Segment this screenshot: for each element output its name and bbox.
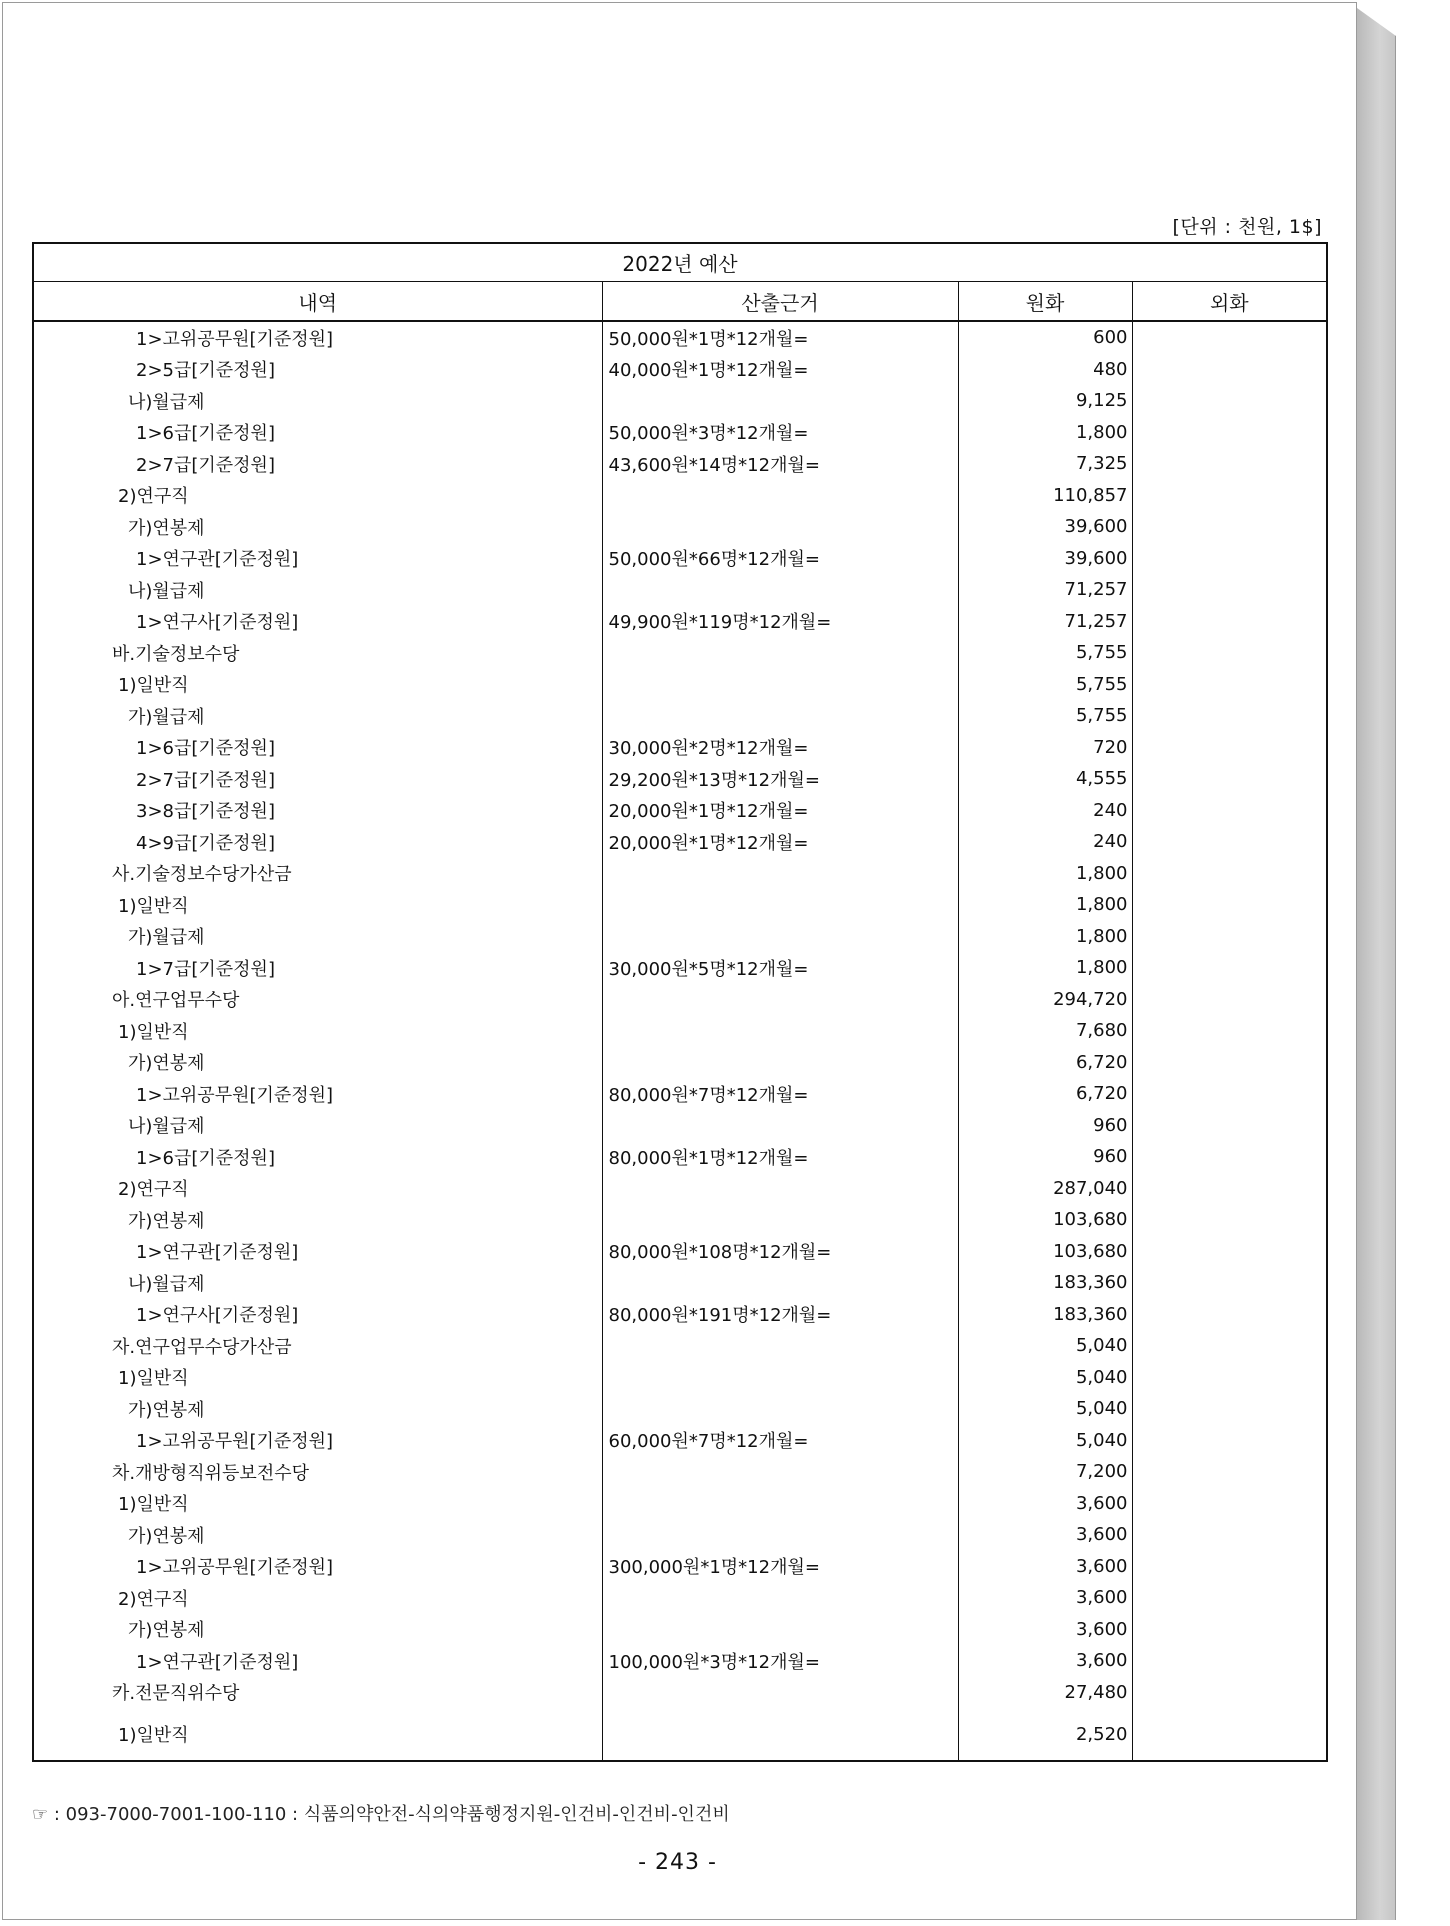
table-row (33, 1362, 1327, 1394)
table-row (33, 984, 1327, 1016)
row-item-label: 1>연구관[기준정원] (136, 1651, 299, 1673)
row-basis: 80,000원*1명*12개월= (602, 1141, 958, 1173)
row-item-label: 아.연구업무수당 (112, 990, 240, 1012)
row-fx-amount (1132, 763, 1327, 795)
row-fx-amount (1132, 1204, 1327, 1236)
row-fx-amount (1132, 1708, 1327, 1761)
row-krw-amount: 3,600 (958, 1551, 1132, 1583)
row-fx-amount (1132, 1110, 1327, 1142)
table-row (33, 1677, 1327, 1709)
row-fx-amount (1132, 795, 1327, 827)
row-basis (602, 480, 958, 512)
row-item-label: 2>7급[기준정원] (136, 454, 275, 476)
row-basis (602, 889, 958, 921)
table-row (33, 700, 1327, 732)
table-row (33, 1267, 1327, 1299)
row-item-label: 1)일반직 (118, 1368, 189, 1390)
table-body (33, 321, 1327, 1761)
row-basis (602, 1047, 958, 1079)
row-krw-amount: 1,800 (958, 952, 1132, 984)
table-title: 2022년 예산 (33, 243, 1327, 282)
row-fx-amount (1132, 826, 1327, 858)
page-stack-edge (1357, 8, 1396, 1920)
row-fx-amount (1132, 321, 1327, 354)
row-item-label: 1>고위공무원[기준정원] (136, 1431, 334, 1453)
row-basis (602, 1362, 958, 1394)
table-row (33, 543, 1327, 575)
row-basis: 20,000원*1명*12개월= (602, 795, 958, 827)
row-krw-amount: 2,520 (958, 1708, 1132, 1761)
table-row (33, 1015, 1327, 1047)
row-krw-amount: 39,600 (958, 543, 1132, 575)
row-krw-amount: 1,800 (958, 858, 1132, 890)
row-fx-amount (1132, 1015, 1327, 1047)
row-krw-amount: 240 (958, 826, 1132, 858)
table-row (33, 480, 1327, 512)
row-krw-amount: 600 (958, 321, 1132, 354)
row-basis (602, 1677, 958, 1709)
row-basis: 80,000원*7명*12개월= (602, 1078, 958, 1110)
table-row (33, 606, 1327, 638)
row-krw-amount: 5,040 (958, 1330, 1132, 1362)
row-krw-amount: 7,200 (958, 1456, 1132, 1488)
row-item-label: 1>7급[기준정원] (136, 958, 275, 980)
table-row (33, 321, 1327, 354)
row-item-label: 1>고위공무원[기준정원] (136, 1084, 334, 1106)
table-row (33, 921, 1327, 953)
footnote: ☞ : 093-7000-7001-100-110 : 식품의약안전-식의약품행정지원-인건비-인건비-인건비 (32, 1804, 730, 1825)
table-row (33, 448, 1327, 480)
row-item-label: 가)연봉제 (128, 1525, 205, 1547)
row-basis (602, 1582, 958, 1614)
table-row (33, 385, 1327, 417)
row-fx-amount (1132, 1299, 1327, 1331)
row-krw-amount: 6,720 (958, 1078, 1132, 1110)
table-row (33, 1393, 1327, 1425)
row-basis: 40,000원*1명*12개월= (602, 354, 958, 386)
row-fx-amount (1132, 700, 1327, 732)
table-row (33, 1330, 1327, 1362)
row-item-label: 가)연봉제 (128, 1620, 205, 1642)
table-row (33, 669, 1327, 701)
row-fx-amount (1132, 637, 1327, 669)
row-krw-amount: 720 (958, 732, 1132, 764)
row-basis (602, 574, 958, 606)
row-fx-amount (1132, 1267, 1327, 1299)
row-krw-amount: 39,600 (958, 511, 1132, 543)
row-fx-amount (1132, 606, 1327, 638)
row-krw-amount: 3,600 (958, 1519, 1132, 1551)
row-krw-amount: 6,720 (958, 1047, 1132, 1079)
row-item-label: 나)월급제 (128, 391, 205, 413)
table-row (33, 826, 1327, 858)
row-fx-amount (1132, 1078, 1327, 1110)
table-row (33, 1645, 1327, 1677)
page-number: - 243 - (638, 1850, 717, 1875)
row-krw-amount: 3,600 (958, 1488, 1132, 1520)
row-fx-amount (1132, 1236, 1327, 1268)
row-fx-amount (1132, 543, 1327, 575)
row-fx-amount (1132, 1614, 1327, 1646)
row-basis (602, 1110, 958, 1142)
table-row (33, 574, 1327, 606)
table-row (33, 1519, 1327, 1551)
row-krw-amount: 5,040 (958, 1393, 1132, 1425)
row-item-label: 2)연구직 (118, 1588, 189, 1610)
row-basis (602, 637, 958, 669)
row-krw-amount: 960 (958, 1110, 1132, 1142)
row-fx-amount (1132, 1645, 1327, 1677)
row-krw-amount: 3,600 (958, 1645, 1132, 1677)
row-basis: 50,000원*66명*12개월= (602, 543, 958, 575)
row-krw-amount: 3,600 (958, 1614, 1132, 1646)
row-item-label: 나)월급제 (128, 1116, 205, 1138)
table-row (33, 1551, 1327, 1583)
row-basis (602, 1488, 958, 1520)
row-krw-amount: 1,800 (958, 889, 1132, 921)
row-item-label: 2)연구직 (118, 486, 189, 508)
table-row (33, 795, 1327, 827)
row-basis (602, 1204, 958, 1236)
row-item-label: 1)일반직 (118, 675, 189, 697)
table-row (33, 732, 1327, 764)
row-item-label: 사.기술정보수당가산금 (112, 864, 292, 886)
row-item-label: 가)연봉제 (128, 1053, 205, 1075)
row-fx-amount (1132, 417, 1327, 449)
table-row (33, 889, 1327, 921)
table-row (33, 952, 1327, 984)
row-krw-amount: 110,857 (958, 480, 1132, 512)
row-item-label: 1)일반직 (118, 1021, 189, 1043)
row-basis (602, 700, 958, 732)
row-item-label: 1)일반직 (118, 895, 189, 917)
row-krw-amount: 960 (958, 1141, 1132, 1173)
row-basis: 49,900원*119명*12개월= (602, 606, 958, 638)
table-row (33, 763, 1327, 795)
row-basis: 80,000원*191명*12개월= (602, 1299, 958, 1331)
table-row (33, 637, 1327, 669)
column-header-basis: 산출근거 (602, 282, 958, 322)
row-basis (602, 1267, 958, 1299)
row-fx-amount (1132, 952, 1327, 984)
row-item-label: 3>8급[기준정원] (136, 801, 275, 823)
row-item-label: 나)월급제 (128, 580, 205, 602)
row-item-label: 가)연봉제 (128, 1210, 205, 1232)
budget-table (32, 242, 1328, 1762)
row-fx-amount (1132, 1393, 1327, 1425)
row-basis: 300,000원*1명*12개월= (602, 1551, 958, 1583)
row-basis (602, 1015, 958, 1047)
row-item-label: 2>5급[기준정원] (136, 360, 275, 382)
row-item-label: 가)연봉제 (128, 1399, 205, 1421)
row-basis: 100,000원*3명*12개월= (602, 1645, 958, 1677)
table-row (33, 1173, 1327, 1205)
row-krw-amount: 3,600 (958, 1582, 1132, 1614)
table-row (33, 417, 1327, 449)
table-row (33, 1582, 1327, 1614)
row-basis: 43,600원*14명*12개월= (602, 448, 958, 480)
table-row (33, 1141, 1327, 1173)
row-basis: 29,200원*13명*12개월= (602, 763, 958, 795)
row-krw-amount: 480 (958, 354, 1132, 386)
row-basis (602, 858, 958, 890)
row-item-label: 가)월급제 (128, 706, 205, 728)
row-krw-amount: 1,800 (958, 417, 1132, 449)
unit-label: [단위 : 천원, 1$] (1172, 216, 1322, 238)
row-fx-amount (1132, 732, 1327, 764)
column-header-item: 내역 (33, 282, 602, 322)
row-fx-amount (1132, 511, 1327, 543)
row-basis: 50,000원*1명*12개월= (602, 321, 958, 354)
row-basis (602, 1173, 958, 1205)
row-item-label: 1>고위공무원[기준정원] (136, 328, 334, 350)
row-item-label: 가)월급제 (128, 927, 205, 949)
row-fx-amount (1132, 858, 1327, 890)
row-item-label: 나)월급제 (128, 1273, 205, 1295)
row-krw-amount: 5,040 (958, 1362, 1132, 1394)
row-fx-amount (1132, 448, 1327, 480)
row-fx-amount (1132, 385, 1327, 417)
row-basis (602, 921, 958, 953)
row-basis (602, 984, 958, 1016)
row-krw-amount: 71,257 (958, 606, 1132, 638)
row-basis: 20,000원*1명*12개월= (602, 826, 958, 858)
row-fx-amount (1132, 1677, 1327, 1709)
row-krw-amount: 5,755 (958, 669, 1132, 701)
table-row (33, 1425, 1327, 1457)
row-basis: 80,000원*108명*12개월= (602, 1236, 958, 1268)
row-item-label: 자.연구업무수당가산금 (112, 1336, 292, 1358)
row-basis (602, 385, 958, 417)
row-item-label: 1>연구관[기준정원] (136, 549, 299, 571)
row-krw-amount: 183,360 (958, 1267, 1132, 1299)
row-fx-amount (1132, 889, 1327, 921)
row-fx-amount (1132, 1519, 1327, 1551)
row-krw-amount: 7,680 (958, 1015, 1132, 1047)
table-row (33, 1614, 1327, 1646)
row-krw-amount: 5,755 (958, 700, 1132, 732)
row-basis (602, 1330, 958, 1362)
row-krw-amount: 5,040 (958, 1425, 1132, 1457)
row-basis (602, 1708, 958, 1761)
row-basis (602, 1393, 958, 1425)
row-krw-amount: 294,720 (958, 984, 1132, 1016)
row-krw-amount: 5,755 (958, 637, 1132, 669)
row-krw-amount: 240 (958, 795, 1132, 827)
row-krw-amount: 27,480 (958, 1677, 1132, 1709)
table-row (33, 1456, 1327, 1488)
row-basis: 30,000원*5명*12개월= (602, 952, 958, 984)
row-item-label: 2)연구직 (118, 1179, 189, 1201)
table-row (33, 1708, 1327, 1761)
row-basis: 60,000원*7명*12개월= (602, 1425, 958, 1457)
table-row (33, 1047, 1327, 1079)
row-krw-amount: 7,325 (958, 448, 1132, 480)
row-item-label: 1>고위공무원[기준정원] (136, 1557, 334, 1579)
row-fx-amount (1132, 669, 1327, 701)
table-row (33, 511, 1327, 543)
row-item-label: 바.기술정보수당 (112, 643, 240, 665)
row-krw-amount: 71,257 (958, 574, 1132, 606)
row-item-label: 1>6급[기준정원] (136, 738, 275, 760)
row-fx-amount (1132, 1047, 1327, 1079)
row-item-label: 2>7급[기준정원] (136, 769, 275, 791)
row-item-label: 가)연봉제 (128, 517, 205, 539)
row-krw-amount: 103,680 (958, 1236, 1132, 1268)
row-item-label: 1>6급[기준정원] (136, 1147, 275, 1169)
row-item-label: 1>연구관[기준정원] (136, 1242, 299, 1264)
row-krw-amount: 1,800 (958, 921, 1132, 953)
row-fx-amount (1132, 1425, 1327, 1457)
row-krw-amount: 9,125 (958, 385, 1132, 417)
row-fx-amount (1132, 1330, 1327, 1362)
row-fx-amount (1132, 1141, 1327, 1173)
row-item-label: 4>9급[기준정원] (136, 832, 275, 854)
row-krw-amount: 287,040 (958, 1173, 1132, 1205)
table-row (33, 1236, 1327, 1268)
row-krw-amount: 4,555 (958, 763, 1132, 795)
table-row (33, 858, 1327, 890)
row-item-label: 1>연구사[기준정원] (136, 1305, 299, 1327)
column-header-fx: 외화 (1132, 282, 1327, 322)
row-fx-amount (1132, 480, 1327, 512)
table-row (33, 1488, 1327, 1520)
row-item-label: 차.개방형직위등보전수당 (112, 1462, 309, 1484)
row-fx-amount (1132, 1173, 1327, 1205)
row-item-label: 1)일반직 (118, 1494, 189, 1516)
row-fx-amount (1132, 1551, 1327, 1583)
table-row (33, 1110, 1327, 1142)
row-fx-amount (1132, 1488, 1327, 1520)
row-basis: 50,000원*3명*12개월= (602, 417, 958, 449)
table-row (33, 354, 1327, 386)
row-item-label: 1>연구사[기준정원] (136, 612, 299, 634)
row-fx-amount (1132, 574, 1327, 606)
row-basis (602, 1519, 958, 1551)
row-fx-amount (1132, 984, 1327, 1016)
table-row (33, 1204, 1327, 1236)
row-item-label: 카.전문직위수당 (112, 1683, 240, 1705)
row-fx-amount (1132, 1362, 1327, 1394)
column-header-krw: 원화 (958, 282, 1132, 322)
row-krw-amount: 103,680 (958, 1204, 1132, 1236)
row-item-label: 1>6급[기준정원] (136, 423, 275, 445)
row-basis: 30,000원*2명*12개월= (602, 732, 958, 764)
row-item-label: 1)일반직 (118, 1725, 189, 1746)
row-basis (602, 1614, 958, 1646)
row-basis (602, 511, 958, 543)
table-row (33, 1299, 1327, 1331)
row-krw-amount: 183,360 (958, 1299, 1132, 1331)
row-fx-amount (1132, 1456, 1327, 1488)
row-fx-amount (1132, 354, 1327, 386)
row-basis (602, 669, 958, 701)
row-fx-amount (1132, 921, 1327, 953)
row-basis (602, 1456, 958, 1488)
table-row (33, 1078, 1327, 1110)
row-fx-amount (1132, 1582, 1327, 1614)
